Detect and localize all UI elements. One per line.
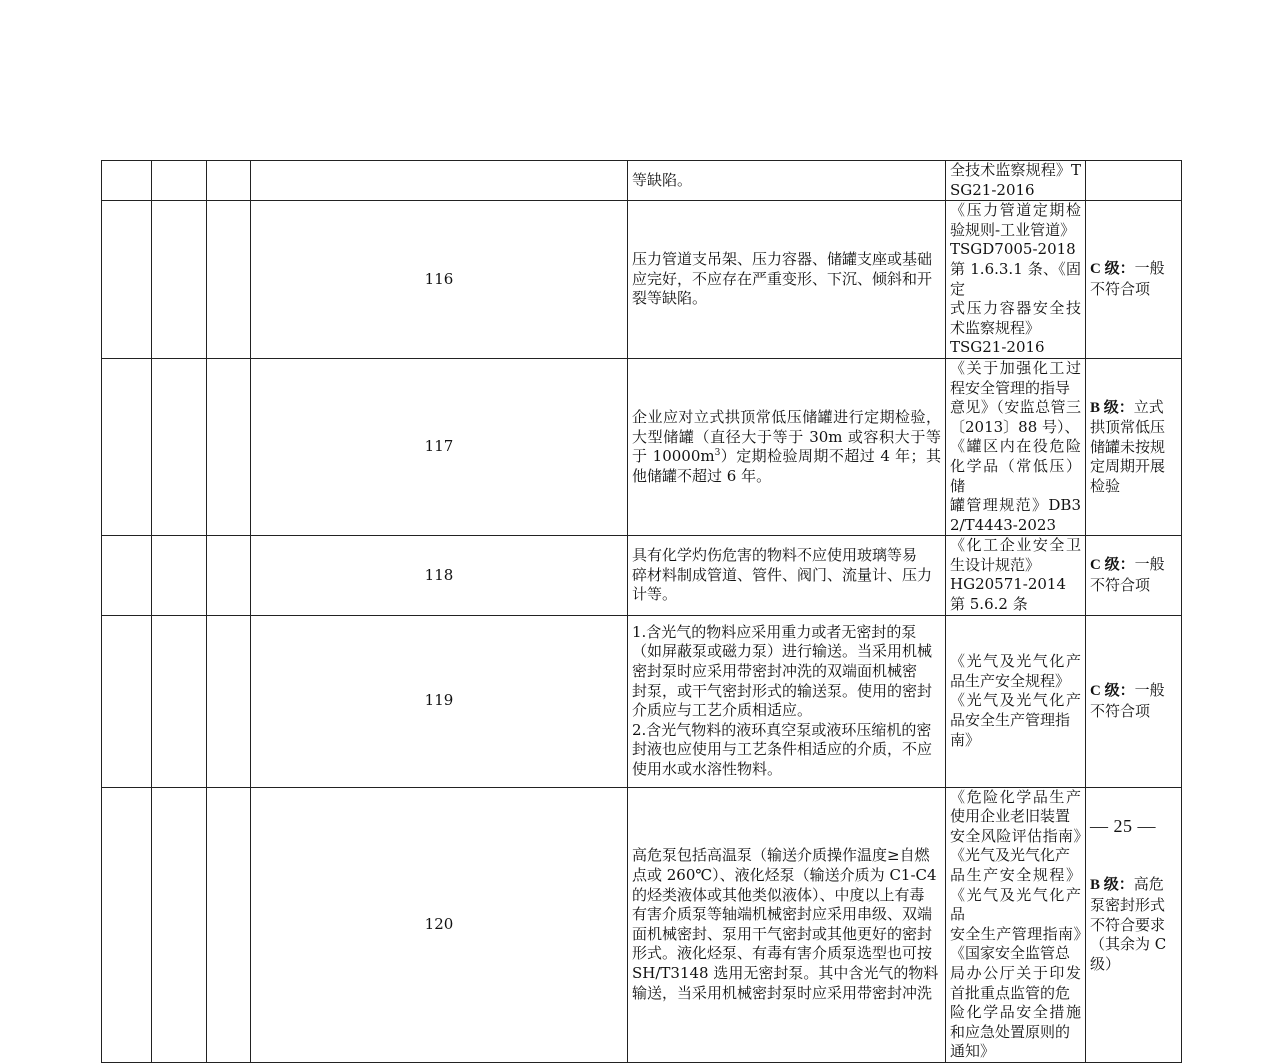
requirement-cell — [628, 358, 946, 535]
row-number: 119 — [251, 615, 628, 787]
level-description: 一般不符合项 — [1090, 259, 1165, 299]
subcategory-cell — [152, 615, 207, 787]
item-cell — [207, 161, 251, 201]
basis-line: HG20571-2014 第 5.6.2 条 — [950, 575, 1067, 614]
basis-line: 《关于加强化工过程安全管理的指导 — [950, 358, 1081, 397]
row-number: 116 — [251, 201, 628, 359]
requirement-line: 形式。液化烃泵、有毒有害介质泵选型也可按 — [632, 944, 933, 963]
basis-line: 式压力容器安全技术监察规程》 — [950, 299, 1081, 337]
basis-cell — [946, 536, 1086, 615]
requirement-cell — [628, 161, 946, 201]
requirement-line: 裂等缺陷。 — [632, 289, 708, 308]
level-description: 立式拱顶常低压储罐未按规定周期开展检验 — [1090, 397, 1166, 495]
basis-cell — [946, 358, 1086, 535]
basis-line: 《危险化学品生产使用企业老旧装置 — [950, 787, 1081, 826]
basis-cell — [946, 787, 1086, 1062]
basis-line: 安全风险评估指南》《光气及光气化产 — [950, 826, 1081, 865]
page-number: — 25 — — [1090, 816, 1156, 836]
basis-line: 罐管理规范》DB32/T4443-2023 — [950, 496, 1081, 534]
level-description: 一般不符合项 — [1090, 681, 1165, 720]
requirement-line: 有害介质泵等轴端机械密封应采用串级、双端 — [632, 905, 933, 924]
subcategory-cell — [152, 787, 207, 1062]
level-grade: B 级： — [1090, 877, 1134, 894]
requirement-line: 压力管道支吊架、压力容器、储罐支座或基础 — [632, 250, 933, 269]
requirement-text-continued: ）定期检验周期不超过 4 年；其他储罐不超过 6 年。 — [632, 447, 941, 485]
basis-line: 《化工企业安全卫生设计规范》 — [950, 536, 1081, 574]
basis-line: 《光气及光气化产品生产安全规程》 — [950, 652, 1081, 690]
requirement-line: 具有化学灼伤危害的物料不应使用玻璃等易 — [632, 546, 918, 565]
requirement-line: 点或 260℃）、液化烃泵（输送介质为 C1-C4 — [632, 866, 937, 885]
level-cell — [1086, 358, 1182, 535]
requirement-line: 输送，当采用机械密封泵时应采用带密封冲洗 — [632, 983, 933, 1002]
level-cell — [1086, 201, 1182, 359]
requirement-line: 应完好，不应存在严重变形、下沉、倾斜和开 — [632, 269, 933, 288]
row-number: 118 — [251, 536, 628, 615]
basis-cell — [946, 161, 1086, 201]
table-row — [102, 615, 1182, 787]
requirement-line: 密封泵时应采用带密封冲洗的双端面机械密 — [632, 661, 918, 680]
basis-line: 全技术监察规程》TSG21-2016 — [950, 161, 1081, 199]
superscript: 3 — [714, 448, 721, 459]
basis-line: 南》 — [950, 730, 981, 749]
requirement-line: 碎材料制成管道、管件、阀门、流量计、压力 — [632, 565, 933, 584]
level-grade: B 级： — [1090, 399, 1134, 416]
table-row — [102, 358, 1182, 535]
level-cell — [1086, 615, 1182, 787]
category-cell — [102, 358, 152, 535]
item-cell — [207, 615, 251, 787]
requirement-line: （如屏蔽泵或磁力泵）进行输送。当采用机械 — [632, 642, 933, 661]
requirement-line: 面机械密封、泵用干气密封或其他更好的密封 — [632, 924, 933, 943]
basis-cell — [946, 615, 1086, 787]
requirement-text: 企业应对立式拱顶常低压储罐进行定期检验，大型储罐（直径大于等于 30m 或容积大于等于 10000m — [632, 407, 941, 466]
inspection-requirements-table — [101, 160, 1182, 1063]
subcategory-cell — [152, 536, 207, 615]
requirement-line: 高危泵包括高温泵（输送介质操作温度≥自燃 — [632, 846, 930, 865]
level-grade: C 级： — [1090, 683, 1135, 700]
requirement-line: 使用水或水溶性物料。 — [632, 759, 783, 778]
item-cell — [207, 201, 251, 359]
basis-line: TSGD7005-2018 第 1.6.3.1 条、《固定 — [950, 240, 1081, 298]
row-number: 117 — [251, 358, 628, 535]
subcategory-cell — [152, 358, 207, 535]
requirement-line: 计等。 — [632, 585, 678, 604]
requirement-line: 的烃类液体或其他类似液体）、中度以上有毒 — [632, 885, 925, 904]
requirement-cell — [628, 201, 946, 359]
requirement-cell — [628, 615, 946, 787]
category-cell — [102, 201, 152, 359]
table-row — [102, 161, 1182, 201]
requirement-line: 介质应与工艺介质相适应。 — [632, 701, 813, 720]
item-cell — [207, 536, 251, 615]
basis-line: 《罐区内在役危险化学品（常低压）储 — [950, 437, 1081, 495]
level-description: 高危泵密封形式不符合要求（其余为 C 级） — [1090, 875, 1167, 973]
category-cell — [102, 787, 152, 1062]
basis-line: 安全生产管理指南》《国家安全监管总 — [950, 924, 1081, 963]
table-row — [102, 787, 1182, 1062]
item-cell — [207, 787, 251, 1062]
table-body — [102, 161, 1182, 1063]
category-cell — [102, 536, 152, 615]
requirement-cell — [628, 787, 946, 1062]
basis-line: 品生产安全规程》《光气及光气化产品 — [950, 866, 1081, 924]
basis-line: 通知》 — [950, 1042, 996, 1061]
basis-line: 《光气及光气化产品安全生产管理指 — [950, 691, 1081, 729]
category-cell — [102, 161, 152, 201]
table-row — [102, 536, 1182, 615]
requirement-cell — [628, 536, 946, 615]
item-cell — [207, 358, 251, 535]
level-description: 一般不符合项 — [1090, 555, 1165, 594]
level-cell — [1086, 536, 1182, 615]
basis-line: 《压力管道定期检验规则-工业管道》 — [950, 201, 1081, 239]
category-cell — [102, 615, 152, 787]
row-number — [251, 161, 628, 201]
basis-line: 局办公厅关于印发首批重点监管的危 — [950, 964, 1081, 1002]
requirement-line: 1.含光气的物料应采用重力或者无密封的泵 — [632, 622, 917, 641]
level-grade: C 级： — [1090, 557, 1135, 574]
subcategory-cell — [152, 201, 207, 359]
requirement-line: 2.含光气物料的液环真空泵或液环压缩机的密 — [632, 720, 932, 739]
basis-line: 意见》（安监总管三〔2013〕88 号）、 — [950, 398, 1081, 436]
basis-line: TSG21-2016 — [950, 338, 1045, 357]
basis-cell — [946, 201, 1086, 359]
requirement-line: 封泵，或干气密封形式的输送泵。使用的密封 — [632, 681, 933, 700]
requirement-line: 等缺陷。 — [632, 170, 693, 189]
basis-line: 险化学品安全措施和应急处置原则的 — [950, 1003, 1081, 1041]
requirement-line: 封液也应使用与工艺条件相适应的介质，不应 — [632, 740, 933, 759]
level-cell — [1086, 161, 1182, 201]
row-number: 120 — [251, 787, 628, 1062]
requirement-line: SH/T3148 选用无密封泵。其中含光气的物料 — [632, 964, 939, 982]
table-row — [102, 201, 1182, 359]
level-grade: C 级： — [1090, 261, 1135, 278]
subcategory-cell — [152, 161, 207, 201]
